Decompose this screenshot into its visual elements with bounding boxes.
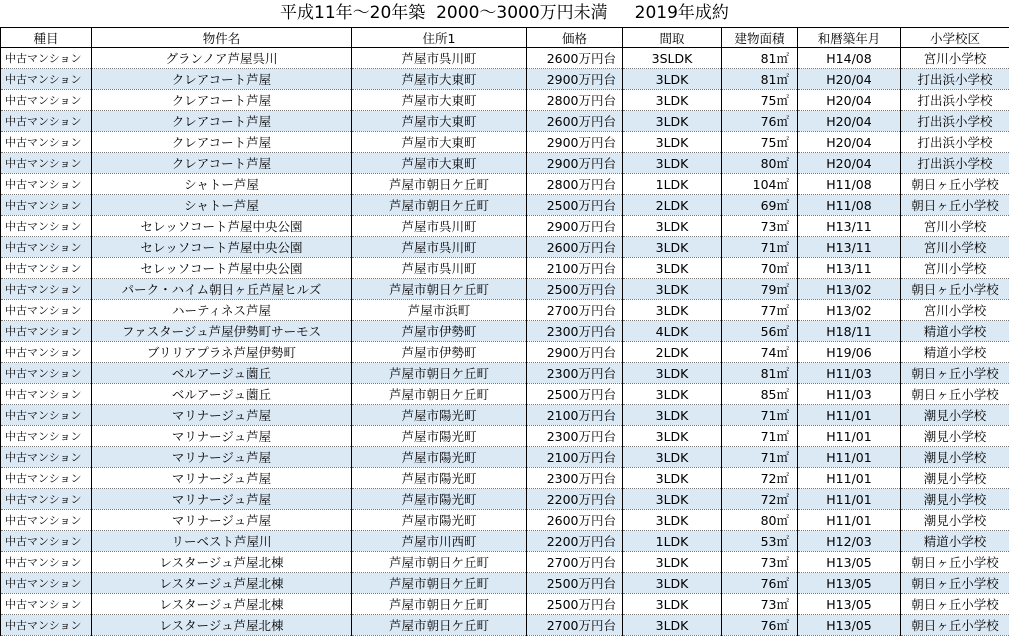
cell-type: 中古マンション [1,132,92,153]
cell-built-date: H13/05 [798,552,901,573]
cell-layout: 3LDK [623,447,722,468]
cell-type: 中古マンション [1,279,92,300]
cell-address: 芦屋市呉川町 [352,258,527,279]
cell-address: 芦屋市伊勢町 [352,321,527,342]
cell-property-name: マリナージュ芦屋 [92,489,352,510]
table-body [1,48,1009,636]
cell-school-district: 潮見小学校 [901,447,1009,468]
cell-type: 中古マンション [1,489,92,510]
cell-floor-area: 75㎡ [722,90,798,111]
cell-built-date: H11/08 [798,174,901,195]
cell-price: 2700万円台 [527,300,623,321]
cell-built-date: H13/05 [798,594,901,615]
cell-property-name: クレアコート芦屋 [92,90,352,111]
cell-layout: 3LDK [623,237,722,258]
cell-school-district: 朝日ヶ丘小学校 [901,594,1009,615]
cell-school-district: 精道小学校 [901,321,1009,342]
cell-property-name: シャトー芦屋 [92,174,352,195]
cell-built-date: H11/01 [798,489,901,510]
header-school-district: 小学校区 [901,28,1009,48]
table-row [1,384,1009,405]
cell-price: 2200万円台 [527,489,623,510]
table-row [1,237,1009,258]
cell-school-district: 打出浜小学校 [901,69,1009,90]
cell-layout: 3LDK [623,216,722,237]
cell-school-district: 宮川小学校 [901,237,1009,258]
cell-type: 中古マンション [1,468,92,489]
cell-layout: 4LDK [623,321,722,342]
cell-price: 2100万円台 [527,447,623,468]
cell-floor-area: 81㎡ [722,69,798,90]
cell-address: 芦屋市朝日ケ丘町 [352,573,527,594]
cell-school-district: 朝日ヶ丘小学校 [901,573,1009,594]
cell-built-date: H13/11 [798,216,901,237]
cell-price: 2900万円台 [527,132,623,153]
cell-floor-area: 56㎡ [722,321,798,342]
cell-property-name: シャトー芦屋 [92,195,352,216]
cell-built-date: H20/04 [798,90,901,111]
table-row [1,552,1009,573]
header-type: 種目 [1,28,92,48]
cell-school-district: 精道小学校 [901,342,1009,363]
cell-floor-area: 74㎡ [722,342,798,363]
cell-school-district: 宮川小学校 [901,300,1009,321]
cell-type: 中古マンション [1,153,92,174]
cell-type: 中古マンション [1,552,92,573]
cell-layout: 3LDK [623,90,722,111]
cell-school-district: 宮川小学校 [901,48,1009,69]
table-row [1,216,1009,237]
cell-layout: 3LDK [623,573,722,594]
cell-built-date: H18/11 [798,321,901,342]
cell-built-date: H13/02 [798,279,901,300]
cell-price: 2700万円台 [527,615,623,636]
header-layout: 間取 [623,28,722,48]
cell-type: 中古マンション [1,426,92,447]
cell-layout: 3LDK [623,258,722,279]
cell-type: 中古マンション [1,237,92,258]
cell-address: 芦屋市浜町 [352,300,527,321]
cell-property-name: グランノア芦屋呉川 [92,48,352,69]
cell-property-name: セレッソコート芦屋中央公園 [92,237,352,258]
table-row [1,48,1009,69]
cell-address: 芦屋市大東町 [352,153,527,174]
cell-property-name: マリナージュ芦屋 [92,510,352,531]
cell-floor-area: 72㎡ [722,468,798,489]
cell-property-name: レスタージュ芦屋北棟 [92,573,352,594]
cell-floor-area: 73㎡ [722,552,798,573]
cell-built-date: H12/03 [798,531,901,552]
cell-address: 芦屋市川西町 [352,531,527,552]
cell-type: 中古マンション [1,384,92,405]
table-row [1,342,1009,363]
cell-school-district: 打出浜小学校 [901,153,1009,174]
cell-school-district: 宮川小学校 [901,216,1009,237]
cell-address: 芦屋市朝日ケ丘町 [352,363,527,384]
cell-type: 中古マンション [1,573,92,594]
cell-price: 2900万円台 [527,69,623,90]
cell-built-date: H14/08 [798,48,901,69]
cell-address: 芦屋市陽光町 [352,447,527,468]
cell-floor-area: 81㎡ [722,363,798,384]
header-floor-area: 建物面積 [722,28,798,48]
cell-built-date: H20/04 [798,69,901,90]
cell-built-date: H20/04 [798,111,901,132]
cell-built-date: H20/04 [798,153,901,174]
cell-property-name: クレアコート芦屋 [92,132,352,153]
cell-built-date: H13/02 [798,300,901,321]
cell-floor-area: 75㎡ [722,132,798,153]
cell-property-name: セレッソコート芦屋中央公園 [92,216,352,237]
cell-school-district: 朝日ヶ丘小学校 [901,552,1009,573]
cell-layout: 3LDK [623,405,722,426]
cell-layout: 3LDK [623,615,722,636]
header-built-date: 和暦築年月 [798,28,901,48]
table-row [1,90,1009,111]
cell-school-district: 打出浜小学校 [901,132,1009,153]
table-row [1,174,1009,195]
cell-price: 2300万円台 [527,321,623,342]
cell-property-name: クレアコート芦屋 [92,69,352,90]
cell-price: 2900万円台 [527,153,623,174]
table-row [1,468,1009,489]
cell-floor-area: 53㎡ [722,531,798,552]
cell-floor-area: 79㎡ [722,279,798,300]
cell-type: 中古マンション [1,195,92,216]
table-row [1,279,1009,300]
cell-floor-area: 70㎡ [722,258,798,279]
cell-layout: 3LDK [623,300,722,321]
cell-built-date: H13/05 [798,573,901,594]
cell-price: 2500万円台 [527,573,623,594]
cell-school-district: 打出浜小学校 [901,90,1009,111]
cell-price: 2600万円台 [527,237,623,258]
cell-floor-area: 71㎡ [722,426,798,447]
cell-address: 芦屋市大東町 [352,132,527,153]
cell-built-date: H20/04 [798,132,901,153]
cell-floor-area: 69㎡ [722,195,798,216]
cell-type: 中古マンション [1,531,92,552]
table-row [1,300,1009,321]
header-address: 住所1 [352,28,527,48]
table-row [1,195,1009,216]
cell-property-name: ハーティネス芦屋 [92,300,352,321]
table-row [1,363,1009,384]
cell-price: 2800万円台 [527,90,623,111]
cell-layout: 3LDK [623,594,722,615]
table-row [1,447,1009,468]
cell-address: 芦屋市朝日ケ丘町 [352,594,527,615]
cell-price: 2500万円台 [527,384,623,405]
cell-school-district: 朝日ヶ丘小学校 [901,363,1009,384]
cell-address: 芦屋市朝日ケ丘町 [352,174,527,195]
cell-floor-area: 72㎡ [722,489,798,510]
cell-price: 2900万円台 [527,216,623,237]
cell-address: 芦屋市陽光町 [352,405,527,426]
cell-layout: 3LDK [623,132,722,153]
cell-property-name: マリナージュ芦屋 [92,426,352,447]
cell-price: 2300万円台 [527,363,623,384]
cell-layout: 3LDK [623,468,722,489]
cell-property-name: ベルアージュ薗丘 [92,363,352,384]
cell-built-date: H13/11 [798,258,901,279]
cell-floor-area: 73㎡ [722,594,798,615]
table-row [1,111,1009,132]
cell-price: 2200万円台 [527,531,623,552]
cell-type: 中古マンション [1,90,92,111]
cell-type: 中古マンション [1,615,92,636]
cell-address: 芦屋市呉川町 [352,237,527,258]
table-row [1,258,1009,279]
table-row [1,573,1009,594]
cell-school-district: 潮見小学校 [901,405,1009,426]
cell-type: 中古マンション [1,48,92,69]
cell-address: 芦屋市陽光町 [352,426,527,447]
table-row [1,69,1009,90]
cell-school-district: 精道小学校 [901,531,1009,552]
cell-price: 2500万円台 [527,195,623,216]
cell-property-name: ベルアージュ薗丘 [92,384,352,405]
cell-floor-area: 76㎡ [722,615,798,636]
cell-school-district: 打出浜小学校 [901,111,1009,132]
cell-address: 芦屋市呉川町 [352,216,527,237]
cell-property-name: マリナージュ芦屋 [92,447,352,468]
cell-address: 芦屋市陽光町 [352,468,527,489]
table-row [1,426,1009,447]
cell-layout: 3LDK [623,552,722,573]
cell-property-name: クレアコート芦屋 [92,111,352,132]
cell-built-date: H11/03 [798,384,901,405]
cell-layout: 3LDK [623,510,722,531]
cell-layout: 3LDK [623,426,722,447]
cell-floor-area: 76㎡ [722,111,798,132]
cell-property-name: マリナージュ芦屋 [92,468,352,489]
cell-type: 中古マンション [1,111,92,132]
cell-layout: 3LDK [623,363,722,384]
cell-price: 2500万円台 [527,279,623,300]
cell-layout: 1LDK [623,531,722,552]
cell-built-date: H11/01 [798,426,901,447]
cell-floor-area: 80㎡ [722,153,798,174]
cell-address: 芦屋市陽光町 [352,510,527,531]
cell-built-date: H11/03 [798,363,901,384]
sheet-title: 平成11年～20年築 2000～3000万円未満 2019年成約 [0,0,1009,28]
cell-address: 芦屋市陽光町 [352,489,527,510]
header-price: 価格 [527,28,623,48]
cell-price: 2800万円台 [527,174,623,195]
cell-type: 中古マンション [1,321,92,342]
cell-floor-area: 71㎡ [722,447,798,468]
cell-floor-area: 77㎡ [722,300,798,321]
cell-type: 中古マンション [1,342,92,363]
cell-built-date: H11/08 [798,195,901,216]
cell-school-district: 宮川小学校 [901,258,1009,279]
cell-built-date: H19/06 [798,342,901,363]
cell-type: 中古マンション [1,447,92,468]
cell-school-district: 潮見小学校 [901,510,1009,531]
cell-layout: 2LDK [623,342,722,363]
cell-built-date: H11/01 [798,447,901,468]
cell-property-name: クレアコート芦屋 [92,153,352,174]
cell-layout: 2LDK [623,195,722,216]
cell-layout: 3LDK [623,384,722,405]
table-row [1,594,1009,615]
cell-property-name: リーベスト芦屋川 [92,531,352,552]
cell-price: 2600万円台 [527,111,623,132]
cell-address: 芦屋市朝日ケ丘町 [352,552,527,573]
cell-type: 中古マンション [1,405,92,426]
cell-school-district: 朝日ヶ丘小学校 [901,195,1009,216]
cell-type: 中古マンション [1,174,92,195]
cell-school-district: 朝日ヶ丘小学校 [901,174,1009,195]
header-property-name: 物件名 [92,28,352,48]
cell-built-date: H11/01 [798,468,901,489]
cell-school-district: 朝日ヶ丘小学校 [901,279,1009,300]
cell-floor-area: 104㎡ [722,174,798,195]
cell-property-name: レスタージュ芦屋北棟 [92,552,352,573]
cell-floor-area: 73㎡ [722,216,798,237]
cell-layout: 3LDK [623,489,722,510]
cell-layout: 1LDK [623,174,722,195]
cell-layout: 3LDK [623,153,722,174]
cell-price: 2700万円台 [527,552,623,573]
cell-school-district: 朝日ヶ丘小学校 [901,615,1009,636]
table-row [1,531,1009,552]
cell-property-name: レスタージュ芦屋北棟 [92,615,352,636]
cell-type: 中古マンション [1,510,92,531]
cell-price: 2300万円台 [527,468,623,489]
cell-property-name: セレッソコート芦屋中央公園 [92,258,352,279]
cell-layout: 3LDK [623,111,722,132]
cell-school-district: 潮見小学校 [901,426,1009,447]
cell-floor-area: 76㎡ [722,573,798,594]
cell-layout: 3LDK [623,279,722,300]
cell-address: 芦屋市朝日ケ丘町 [352,195,527,216]
cell-price: 2100万円台 [527,258,623,279]
cell-price: 2100万円台 [527,405,623,426]
cell-property-name: パーク・ハイム朝日ヶ丘芦屋ヒルズ [92,279,352,300]
cell-type: 中古マンション [1,258,92,279]
cell-floor-area: 80㎡ [722,510,798,531]
cell-school-district: 潮見小学校 [901,468,1009,489]
cell-school-district: 潮見小学校 [901,489,1009,510]
cell-address: 芦屋市朝日ケ丘町 [352,615,527,636]
table-row [1,153,1009,174]
listings-table [0,28,1009,636]
cell-address: 芦屋市伊勢町 [352,342,527,363]
cell-property-name: ブリリアプラネ芦屋伊勢町 [92,342,352,363]
cell-built-date: H13/05 [798,615,901,636]
cell-type: 中古マンション [1,216,92,237]
cell-price: 2600万円台 [527,510,623,531]
cell-property-name: マリナージュ芦屋 [92,405,352,426]
cell-type: 中古マンション [1,363,92,384]
cell-price: 2600万円台 [527,48,623,69]
cell-type: 中古マンション [1,300,92,321]
table-row [1,321,1009,342]
table-row [1,489,1009,510]
cell-floor-area: 85㎡ [722,384,798,405]
cell-address: 芦屋市大東町 [352,90,527,111]
cell-floor-area: 71㎡ [722,237,798,258]
cell-address: 芦屋市大東町 [352,69,527,90]
cell-built-date: H13/11 [798,237,901,258]
cell-built-date: H11/01 [798,510,901,531]
cell-price: 2300万円台 [527,426,623,447]
table-row [1,615,1009,636]
header-row [1,28,1009,48]
cell-floor-area: 81㎡ [722,48,798,69]
cell-price: 2500万円台 [527,594,623,615]
cell-price: 2900万円台 [527,342,623,363]
cell-layout: 3LDK [623,69,722,90]
cell-floor-area: 71㎡ [722,405,798,426]
cell-property-name: レスタージュ芦屋北棟 [92,594,352,615]
cell-layout: 3SLDK [623,48,722,69]
cell-school-district: 朝日ヶ丘小学校 [901,384,1009,405]
cell-address: 芦屋市朝日ケ丘町 [352,384,527,405]
table-row [1,405,1009,426]
cell-property-name: ファスタージュ芦屋伊勢町サーモス [92,321,352,342]
table-row [1,510,1009,531]
cell-type: 中古マンション [1,594,92,615]
cell-type: 中古マンション [1,69,92,90]
cell-address: 芦屋市大東町 [352,111,527,132]
cell-address: 芦屋市呉川町 [352,48,527,69]
cell-built-date: H11/01 [798,405,901,426]
table-row [1,132,1009,153]
cell-address: 芦屋市朝日ケ丘町 [352,279,527,300]
